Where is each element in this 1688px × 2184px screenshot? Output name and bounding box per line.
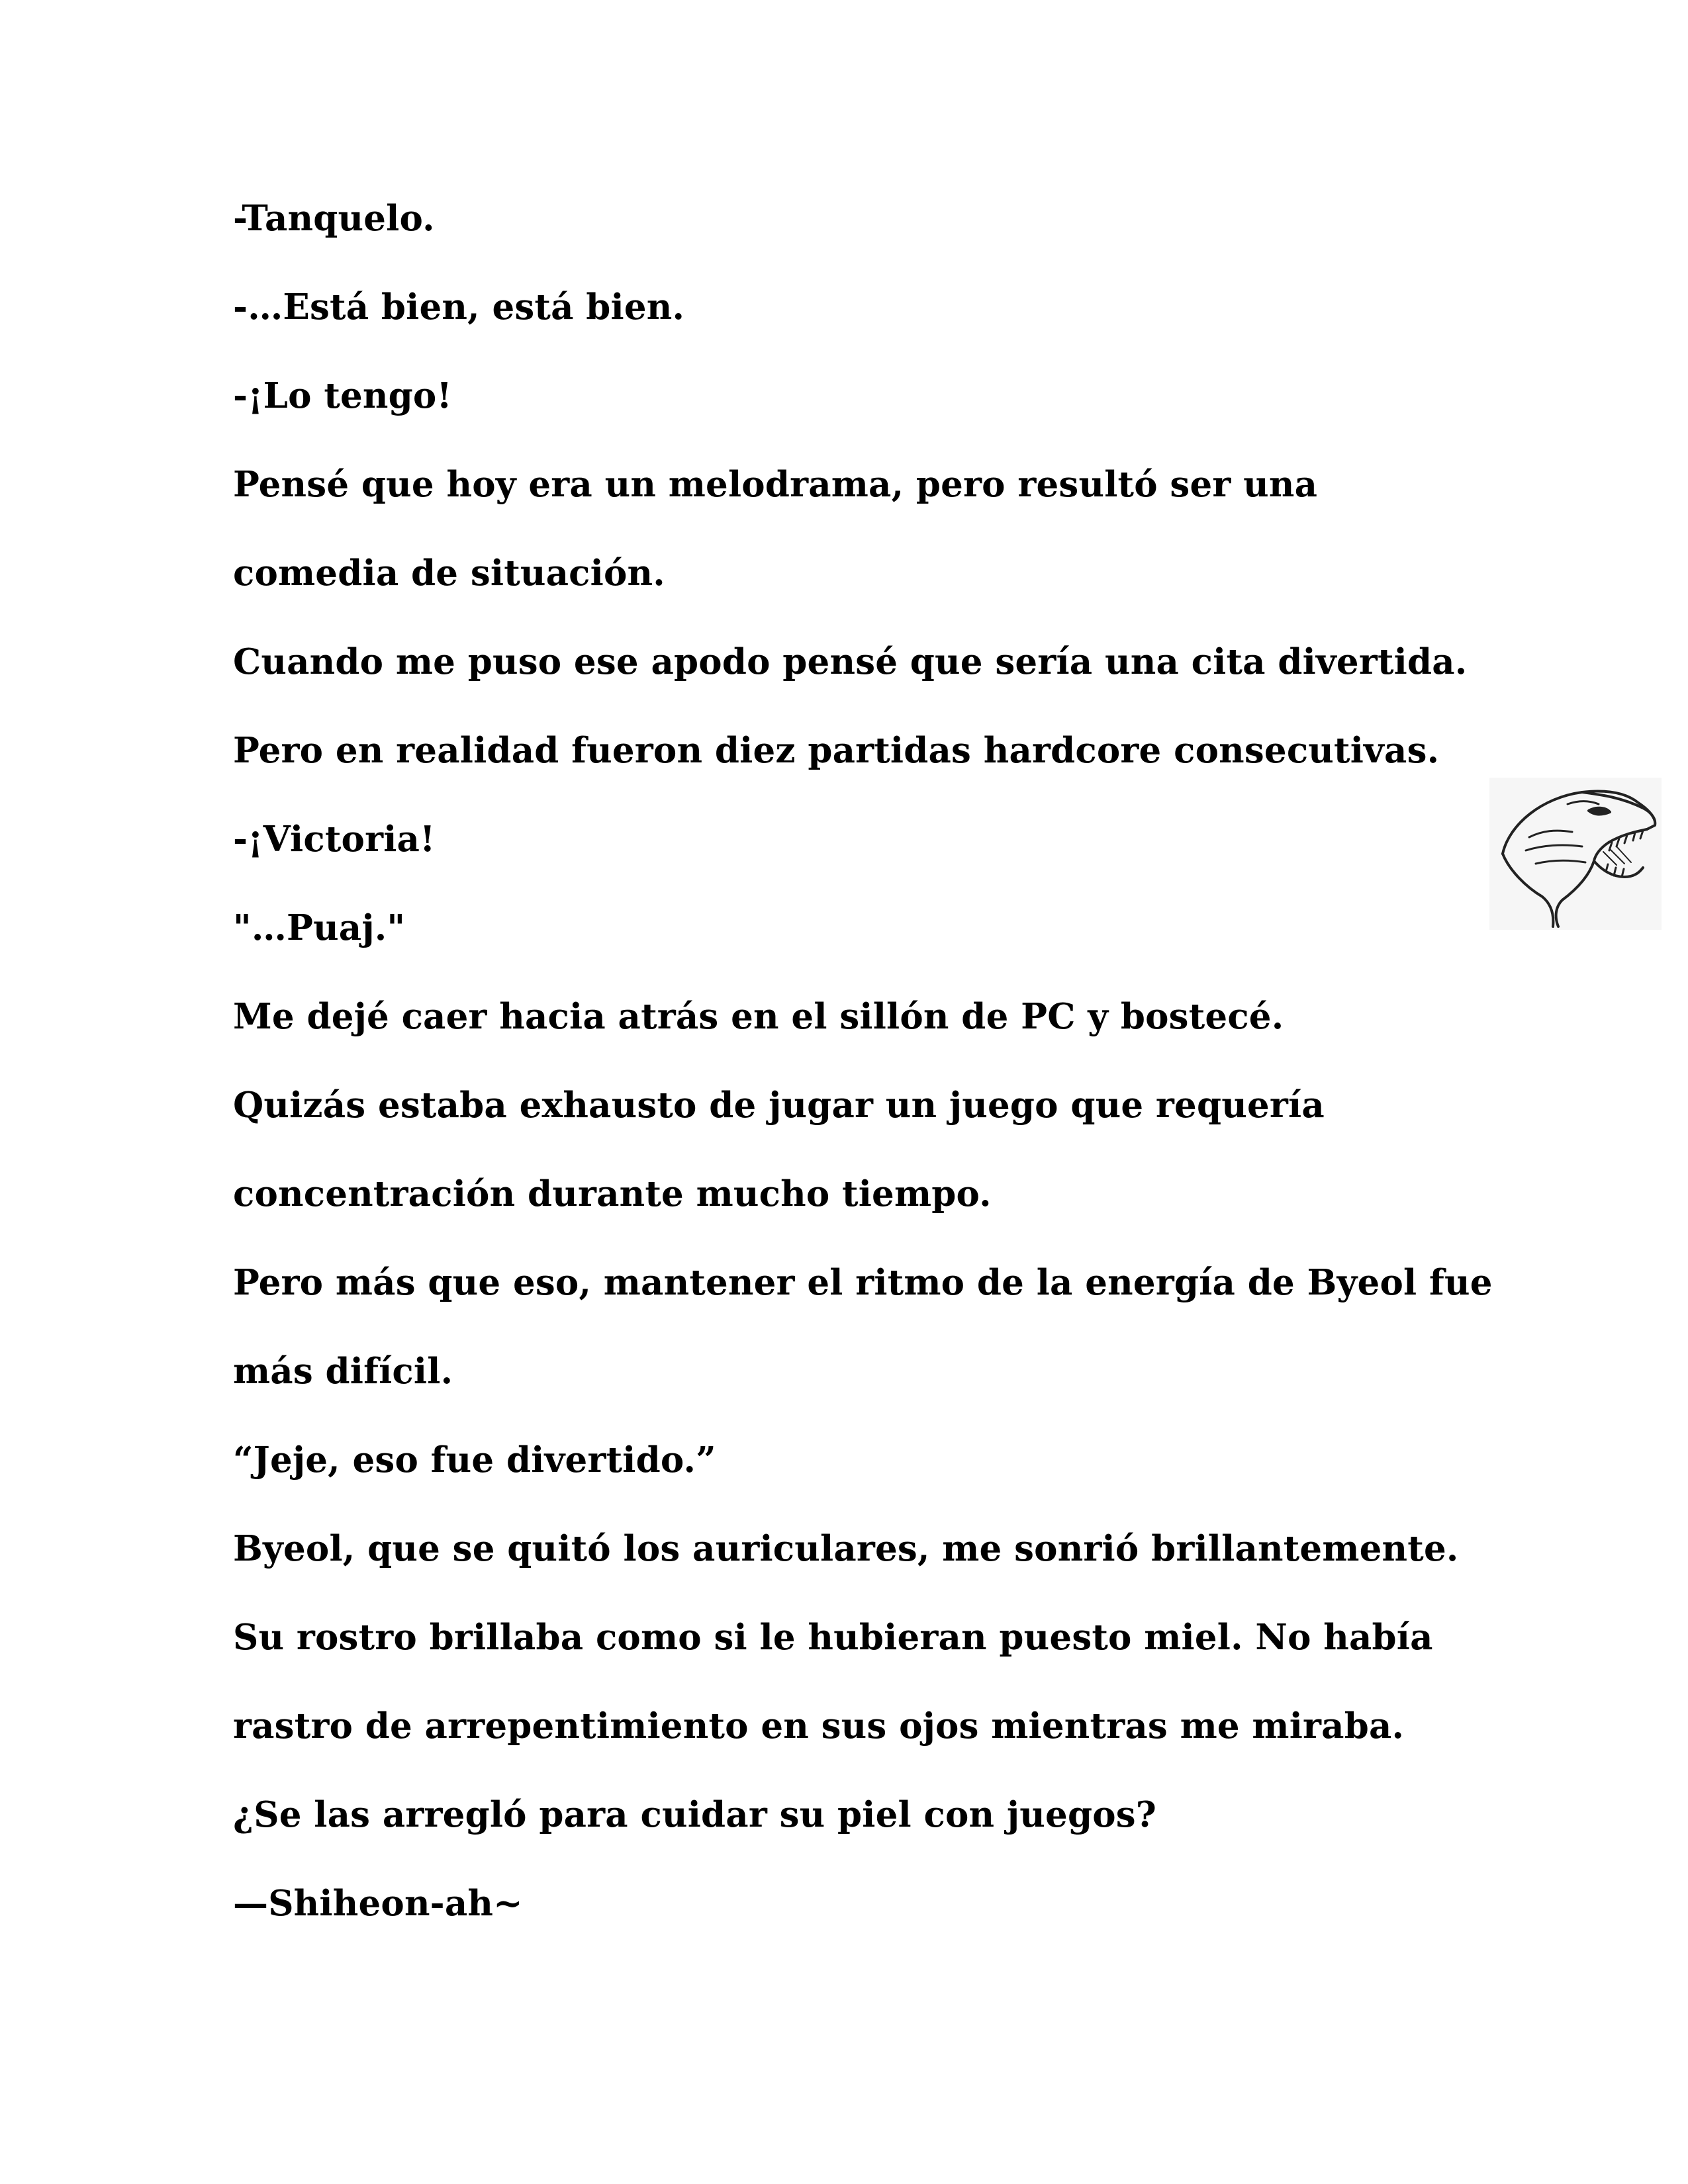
text-line: ¿Se las arregló para cuidar su piel con juegos? bbox=[233, 1794, 1157, 1835]
text-line: concentración durante mucho tiempo. bbox=[233, 1173, 992, 1214]
text-line: Quizás estaba exhausto de jugar un juego que requería bbox=[233, 1085, 1325, 1126]
text-line: -…Está bien, está bien. bbox=[233, 287, 685, 328]
text-line: “Jeje, eso fue divertido.” bbox=[233, 1439, 716, 1480]
text-line: Byeol, que se quitó los auriculares, me sonrió brillantemente. bbox=[233, 1528, 1459, 1569]
dinosaur-head-icon bbox=[1489, 778, 1662, 930]
text-line: rastro de arrepentimiento en sus ojos mientras me miraba. bbox=[233, 1706, 1405, 1747]
text-line: Pero en realidad fueron diez partidas hardcore consecutivas. bbox=[233, 730, 1440, 771]
text-line: -Tanquelo. bbox=[233, 198, 435, 239]
text-line: —Shiheon-ah~ bbox=[233, 1883, 523, 1924]
text-line: Me dejé caer hacia atrás en el sillón de PC y bostecé. bbox=[233, 996, 1284, 1037]
text-line: Pensé que hoy era un melodrama, pero resultó ser una bbox=[233, 464, 1318, 505]
text-line: comedia de situación. bbox=[233, 553, 665, 594]
text-line: "…Puaj." bbox=[233, 907, 406, 948]
document-body bbox=[233, 192, 1491, 1966]
text-line: Su rostro brillaba como si le hubieran puesto miel. No había bbox=[233, 1617, 1433, 1658]
text-line: más difícil. bbox=[233, 1351, 453, 1392]
text-line: Cuando me puso ese apodo pensé que sería una cita divertida. bbox=[233, 641, 1468, 682]
text-line: -¡Victoria! bbox=[233, 819, 436, 860]
text-line: Pero más que eso, mantener el ritmo de la energía de Byeol fue bbox=[233, 1262, 1493, 1303]
text-line: -¡Lo tengo! bbox=[233, 375, 452, 416]
